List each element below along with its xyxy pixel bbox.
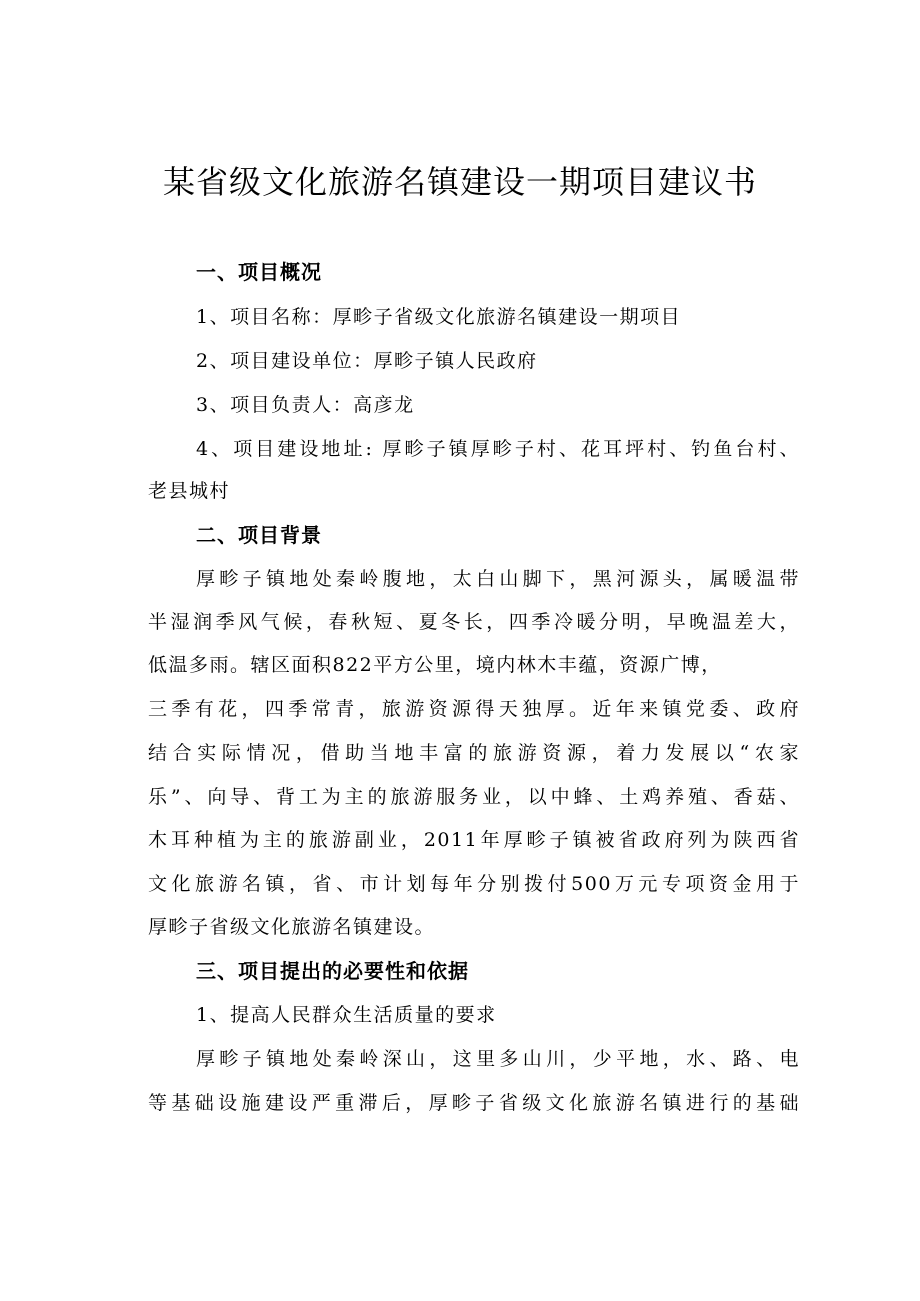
section-heading-overview: 一、项目概况 [196, 260, 322, 284]
necessity-subheading: 1、提高人民群众生活质量的要求 [196, 1004, 497, 1026]
background-line: 低温多雨。辖区面积822平方公里，境内林木丰蕴，资源广博， [148, 654, 722, 676]
background-line: 厚畛子省级文化旅游名镇建设。 [148, 916, 436, 938]
necessity-line: 等基础设施建设严重滞后，厚畛子省级文化旅游名镇进行的基础 [148, 1092, 800, 1114]
background-line: 木耳种植为主的旅游副业，2011年厚畛子镇被省政府列为陕西省 [148, 829, 800, 851]
overview-item-address-cont: 老县城村 [148, 480, 231, 502]
background-line: 乐”、向导、背工为主的旅游服务业，以中蜂、土鸡养殖、香菇、 [148, 786, 800, 808]
necessity-line: 厚畛子镇地处秦岭深山，这里多山川，少平地，水、路、电 [196, 1048, 800, 1070]
background-line: 半湿润季风气候，春秋短、夏冬长，四季冷暖分明，早晚温差大， [148, 611, 800, 633]
overview-item-address: 4、项目建设地址: 厚畛子镇厚畛子村、花耳坪村、钓鱼台村、 [196, 438, 800, 460]
section-heading-background: 二、项目背景 [196, 523, 322, 547]
overview-item-leader: 3、项目负责人：高彦龙 [196, 394, 415, 416]
document-title: 某省级文化旅游名镇建设一期项目建议书 [162, 163, 757, 201]
background-line: 文化旅游名镇，省、市计划每年分别拨付500万元专项资金用于 [148, 873, 800, 895]
overview-item-unit: 2、项目建设单位：厚畛子镇人民政府 [196, 350, 538, 372]
background-line: 厚畛子镇地处秦岭腹地，太白山脚下，黑河源头，属暖温带 [196, 568, 800, 590]
overview-item-name: 1、项目名称：厚畛子省级文化旅游名镇建设一期项目 [196, 306, 682, 328]
background-line: 结合实际情况，借助当地丰富的旅游资源，着力发展以“农家 [148, 742, 800, 764]
background-line: 三季有花，四季常青，旅游资源得天独厚。近年来镇党委、政府 [148, 698, 800, 720]
section-heading-necessity: 三、项目提出的必要性和依据 [196, 959, 469, 983]
